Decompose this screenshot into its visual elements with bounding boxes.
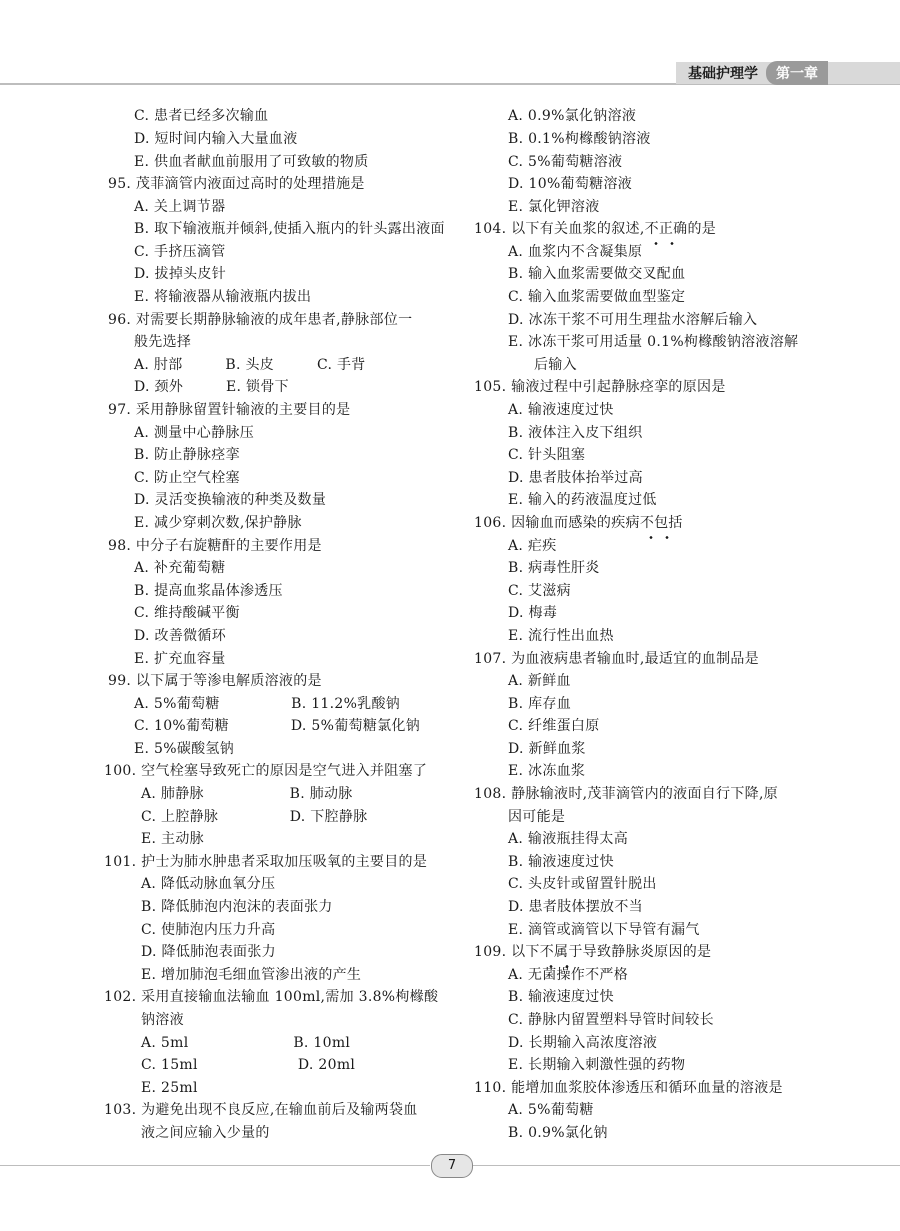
question-105: 105. 输液过程中引起静脉痉挛的原因是 — [474, 379, 726, 395]
question-95: 95. 茂菲滴管内液面过高时的处理措施是 — [108, 176, 365, 192]
option-line: B. 输液速度过快 — [508, 854, 614, 870]
option-line: E. 冰冻血浆 — [508, 763, 586, 779]
option-line: C. 静脉内留置塑料导管时间较长 — [508, 1012, 714, 1028]
option-line: E. 滴管或滴管以下导管有漏气 — [508, 922, 700, 938]
option-line: C. 患者已经多次输血 — [134, 108, 269, 124]
option-line: D. 改善微循环 — [134, 628, 227, 644]
option-line: D. 10%葡萄糖溶液 — [508, 176, 633, 192]
option-line: A. 新鲜血 — [508, 673, 571, 689]
option-line: C. 15ml D. 20ml — [141, 1057, 356, 1073]
option-line: E. 5%碳酸氢钠 — [134, 741, 235, 757]
footer-rule-right — [472, 1165, 900, 1166]
question-109 — [474, 941, 711, 964]
question-102: 102. 采用直接输血法输血 100ml,需加 3.8%枸橼酸 — [104, 989, 439, 1005]
question-104-tail: 的是 — [687, 221, 717, 237]
option-line: B. 降低肺泡内泡沫的表面张力 — [141, 899, 333, 915]
option-line: A. 关上调节器 — [134, 199, 226, 215]
option-line: E. 减少穿刺次数,保护静脉 — [134, 515, 302, 531]
option-line: D. 患者肢体摆放不当 — [508, 899, 643, 915]
question-96: 96. 对需要长期静脉输液的成年患者,静脉部位一 — [108, 312, 413, 328]
question-104-text: 104. 以下有关血浆的叙述, — [474, 221, 645, 237]
page-number: 7 — [431, 1154, 473, 1178]
question-103-cont: 液之间应输入少量的 — [141, 1125, 270, 1141]
option-line: E. 长期输入刺激性强的药物 — [508, 1057, 686, 1073]
option-line: E. 氯化钾溶液 — [508, 199, 600, 215]
option-line: C. 上腔静脉 D. 下腔静脉 — [141, 809, 368, 825]
option-line: C. 维持酸碱平衡 — [134, 605, 240, 621]
option-line: A. 补充葡萄糖 — [134, 560, 226, 576]
question-109-text: 109. 以下 — [474, 944, 540, 960]
question-97: 97. 采用静脉留置针输液的主要目的是 — [108, 402, 351, 418]
option-line: E. 主动脉 — [141, 831, 204, 847]
option-line: D. 短时间内输入大量血液 — [134, 131, 298, 147]
option-line: B. 病毒性肝炎 — [508, 560, 600, 576]
option-line: A. 0.9%氯化钠溶液 — [508, 108, 637, 124]
option-line: B. 输液速度过快 — [508, 989, 614, 1005]
question-106-text: 106. 因输血而感染的疾病 — [474, 515, 640, 531]
option-line: D. 梅毒 — [508, 605, 558, 621]
option-line: D. 患者肢体抬举过高 — [508, 470, 643, 486]
option-line: A. 5%葡萄糖 B. 11.2%乳酸钠 — [134, 696, 401, 712]
question-107: 107. 为血液病患者输血时,最适宜的血制品是 — [474, 651, 759, 667]
option-line: C. 纤维蛋白原 — [508, 718, 600, 734]
option-line: E. 25ml — [141, 1080, 198, 1096]
option-line: A. 测量中心静脉压 — [134, 425, 255, 441]
option-line: D. 颈外 E. 锁骨下 — [134, 379, 289, 395]
option-line: B. 液体注入皮下组织 — [508, 425, 643, 441]
question-102-cont: 钠溶液 — [141, 1012, 184, 1028]
option-line: A. 无菌操作不严格 — [508, 967, 629, 983]
option-line: E. 增加肺泡毛细血管渗出液的产生 — [141, 967, 362, 983]
footer-rule-left — [0, 1165, 430, 1166]
running-header — [676, 62, 900, 84]
emphasis-not-include: 不包括 — [640, 512, 683, 535]
option-line: D. 长期输入高浓度溶液 — [508, 1035, 658, 1051]
question-103: 103. 为避免出现不良反应,在输血前后及输两袋血 — [104, 1102, 418, 1118]
option-line: C. 输入血浆需要做血型鉴定 — [508, 289, 686, 305]
option-line: A. 疟疾 — [508, 538, 557, 554]
option-line: C. 防止空气栓塞 — [134, 470, 240, 486]
option-line: E. 扩充血容量 — [134, 651, 226, 667]
option-line: E. 冰冻干浆可用适量 0.1%枸橼酸钠溶液溶解 — [508, 334, 799, 350]
option-line: A. 血浆内不含凝集原 — [508, 244, 643, 260]
question-101: 101. 护士为肺水肿患者采取加压吸氧的主要目的是 — [104, 854, 428, 870]
option-line: A. 5ml B. 10ml — [141, 1035, 351, 1051]
option-line: C. 艾滋病 — [508, 583, 571, 599]
option-line: A. 肺静脉 B. 肺动脉 — [141, 786, 353, 802]
question-98: 98. 中分子右旋糖酐的主要作用是 — [108, 538, 322, 554]
chapter-label: 第一章 — [766, 61, 828, 85]
option-line: A. 降低动脉血氧分压 — [141, 876, 276, 892]
emphasis-not-belong: 不属于 — [540, 941, 583, 964]
option-line: E. 流行性出血热 — [508, 628, 614, 644]
option-line: B. 输入血浆需要做交叉配血 — [508, 266, 686, 282]
question-108-cont: 因可能是 — [508, 809, 566, 825]
option-line: B. 0.1%枸橼酸钠溶液 — [508, 131, 651, 147]
question-106 — [474, 512, 683, 535]
option-line: D. 冰冻干浆不可用生理盐水溶解后输入 — [508, 312, 758, 328]
book-title: 基础护理学 — [688, 66, 758, 82]
question-109-tail: 导致静脉炎原因的是 — [582, 944, 712, 960]
question-108: 108. 静脉输液时,茂菲滴管内的液面自行下降,原 — [474, 786, 779, 802]
option-line: A. 输液速度过快 — [508, 402, 614, 418]
question-96-cont: 般先选择 — [134, 334, 192, 350]
option-line: C. 针头阻塞 — [508, 447, 586, 463]
option-line: B. 取下输液瓶并倾斜,使插入瓶内的针头露出液面 — [134, 221, 445, 237]
option-line: A. 肘部 B. 头皮 C. 手背 — [134, 357, 366, 373]
option-line: B. 防止静脉痉挛 — [134, 447, 240, 463]
emphasis-not-correct: 不正确 — [645, 218, 688, 241]
option-line: C. 头皮针或留置针脱出 — [508, 876, 657, 892]
option-line: A. 5%葡萄糖 — [508, 1102, 594, 1118]
question-100: 100. 空气栓塞导致死亡的原因是空气进入并阻塞了 — [104, 763, 428, 779]
option-line: D. 新鲜血浆 — [508, 741, 586, 757]
option-line: E. 将输液器从输液瓶内拔出 — [134, 289, 312, 305]
option-line: E. 供血者献血前服用了可致敏的物质 — [134, 154, 369, 170]
option-line: B. 提高血浆晶体渗透压 — [134, 583, 283, 599]
option-line: B. 0.9%氯化钠 — [508, 1125, 608, 1141]
option-line: D. 灵活变换输液的种类及数量 — [134, 492, 327, 508]
option-line: B. 库存血 — [508, 696, 571, 712]
option-line: A. 输液瓶挂得太高 — [508, 831, 629, 847]
option-line: C. 使肺泡内压力升高 — [141, 922, 276, 938]
question-99: 99. 以下属于等渗电解质溶液的是 — [108, 673, 322, 689]
option-line: E. 输入的药液温度过低 — [508, 492, 657, 508]
option-line-cont: 后输入 — [534, 357, 577, 373]
question-104 — [474, 218, 716, 241]
option-line: C. 5%葡萄糖溶液 — [508, 154, 623, 170]
option-line: D. 拔掉头皮针 — [134, 266, 227, 282]
option-line: D. 降低肺泡表面张力 — [141, 944, 276, 960]
option-line: C. 手挤压滴管 — [134, 244, 226, 260]
option-line: C. 10%葡萄糖 D. 5%葡萄糖氯化钠 — [134, 718, 421, 734]
question-110: 110. 能增加血浆胶体渗透压和循环血量的溶液是 — [474, 1080, 783, 1096]
